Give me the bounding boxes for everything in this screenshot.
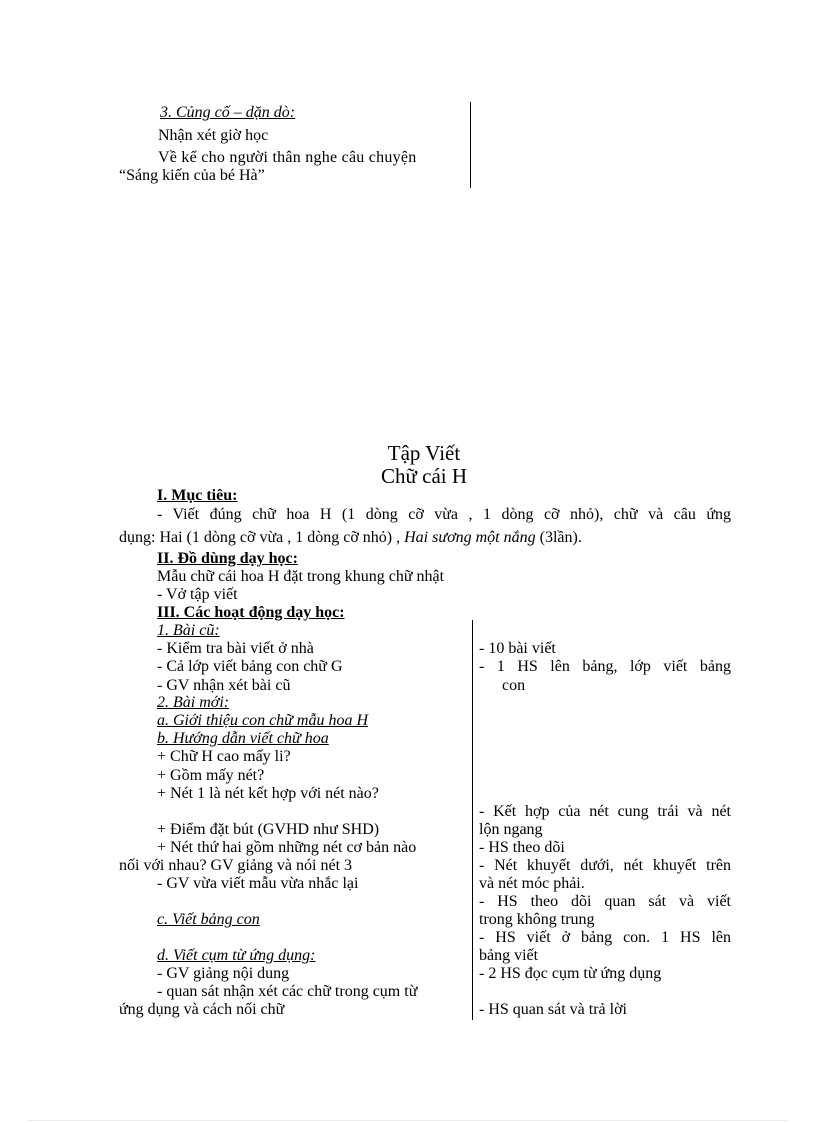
phrase-item-2-cont: ứng dụng và cách nối chữ bbox=[119, 1001, 285, 1018]
response-9: - HS quan sát và trả lời bbox=[479, 1001, 627, 1018]
page-subtitle: Chữ cái H bbox=[380, 464, 468, 488]
response-3-cont: lộn ngang bbox=[479, 821, 543, 838]
objectives-text-line2: dụng: Hai (1 dòng cỡ vừa , 1 dòng cỡ nhỏ) , Hai sương một nắng (3lần). bbox=[119, 529, 582, 546]
closing-line-3: “Sáng kiến của bé Hà” bbox=[119, 167, 265, 184]
response-2-cont: con bbox=[502, 677, 526, 694]
response-8: - 2 HS đọc cụm từ ứng dụng bbox=[479, 965, 662, 982]
old-lesson-item-3: - GV nhận xét bài cũ bbox=[157, 677, 291, 694]
activities-column-divider bbox=[472, 620, 473, 1020]
old-lesson-item-1: - Kiểm tra bài viết ở nhà bbox=[157, 640, 314, 657]
closing-line-1: Nhận xét giờ học bbox=[158, 127, 269, 144]
closing-line-2: Về kể cho người thân nghe câu chuyện bbox=[158, 149, 417, 166]
guide-heading: b. Hướng dẫn viết chữ hoa bbox=[157, 730, 329, 747]
response-2: - 1 HS lên bảng, lớp viết bảng bbox=[479, 658, 731, 675]
new-lesson-heading: 2. Bài mới: bbox=[157, 694, 230, 711]
section-activities-heading: III. Các hoạt động dạy học: bbox=[157, 604, 345, 621]
response-6-cont: trong không trung bbox=[479, 911, 595, 928]
question-3: + Nét 1 là nét kết hợp với nét nào? bbox=[157, 785, 379, 802]
question-5: + Nét thứ hai gồm những nét cơ bản nào bbox=[157, 839, 417, 856]
top-column-divider bbox=[470, 102, 471, 188]
page-title: Tập Viết bbox=[387, 441, 461, 465]
response-1: - 10 bài viết bbox=[479, 640, 556, 657]
question-5-cont: nối với nhau? GV giảng và nói nét 3 bbox=[119, 857, 353, 874]
phrase-heading: d. Viết cụm từ ứng dụng: bbox=[157, 947, 316, 964]
objectives-text-line1: - Viết đúng chữ hoa H (1 dòng cỡ vừa , 1 dòng cỡ nhỏ), chữ và câu ứng bbox=[157, 506, 731, 523]
old-lesson-item-2: - Cả lớp viết bảng con chữ G bbox=[157, 658, 343, 675]
section-materials-heading: II. Đồ dùng dạy học: bbox=[157, 550, 298, 567]
question-1: + Chữ H cao mấy li? bbox=[157, 748, 291, 765]
board-practice-heading: c. Viết bảng con bbox=[157, 911, 260, 928]
response-3: - Kết hợp của nét cung trái và nét bbox=[479, 803, 731, 820]
response-7-cont: bảng viết bbox=[479, 947, 539, 964]
response-6: - HS theo dõi quan sát và viết bbox=[479, 893, 731, 910]
page-edge-divider bbox=[28, 1120, 788, 1121]
materials-line-1: Mẫu chữ cái hoa H đặt trong khung chữ nhật bbox=[157, 568, 445, 585]
response-5: - Nét khuyết dưới, nét khuyết trên bbox=[479, 857, 731, 874]
intro-heading: a. Giới thiệu con chữ mẫu hoa H bbox=[157, 712, 369, 729]
section-objectives-heading: I. Mục tiêu: bbox=[157, 487, 238, 504]
old-lesson-heading: 1. Bài cũ: bbox=[157, 622, 220, 639]
question-4: + Điểm đặt bút (GVHD như SHD) bbox=[157, 821, 380, 838]
response-4: - HS theo dõi bbox=[479, 839, 565, 856]
response-7: - HS viết ở bảng con. 1 HS lên bbox=[479, 929, 731, 946]
question-2: + Gồm mấy nét? bbox=[157, 767, 265, 784]
response-5-cont: và nét móc phải. bbox=[479, 875, 585, 892]
phrase-item-2: - quan sát nhận xét các chữ trong cụm từ bbox=[157, 983, 418, 1000]
materials-line-2: - Vở tập viết bbox=[157, 586, 238, 603]
question-6: - GV vừa viết mẫu vừa nhắc lại bbox=[157, 875, 359, 892]
closing-heading: 3. Củng cố – dặn dò: bbox=[160, 104, 296, 121]
phrase-item-1: - GV giảng nội dung bbox=[157, 965, 290, 982]
